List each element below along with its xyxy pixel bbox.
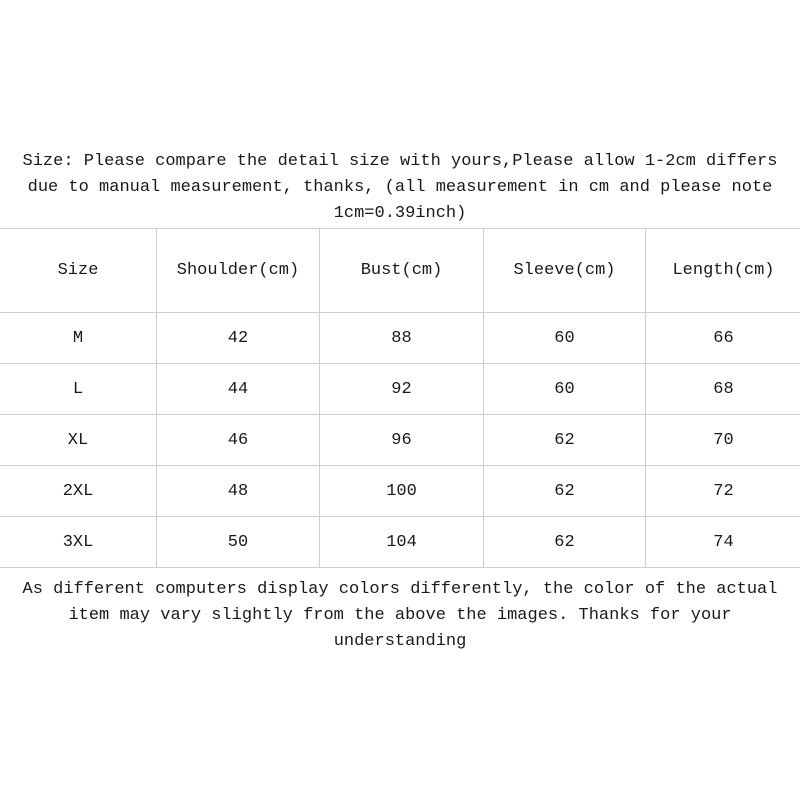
header-cell-size: Size [0,229,157,313]
cell-size: 3XL [0,517,157,568]
cell-sleeve: 60 [484,313,646,364]
cell-length: 66 [646,313,800,364]
cell-sleeve: 62 [484,517,646,568]
table-row-3xl [0,517,800,568]
size-chart-header-row [0,229,800,313]
header-cell-length: Length(cm) [646,229,800,313]
cell-length: 74 [646,517,800,568]
size-chart-table [0,228,800,568]
table-row-m [0,313,800,364]
cell-shoulder: 50 [157,517,320,568]
cell-sleeve: 62 [484,415,646,466]
cell-shoulder: 46 [157,415,320,466]
cell-size: XL [0,415,157,466]
cell-length: 68 [646,364,800,415]
size-disclaimer-line-2: due to manual measurement, thanks, (all measurement in cm and please note [27,178,773,197]
cell-bust: 92 [320,364,484,415]
color-disclaimer-note [0,577,800,655]
header-cell-bust: Bust(cm) [320,229,484,313]
color-disclaimer-line-3: understanding [333,632,467,651]
cell-sleeve: 62 [484,466,646,517]
cell-bust: 100 [320,466,484,517]
cell-shoulder: 48 [157,466,320,517]
cell-size: 2XL [0,466,157,517]
cell-length: 70 [646,415,800,466]
cell-bust: 104 [320,517,484,568]
header-cell-shoulder: Shoulder(cm) [157,229,320,313]
cell-bust: 96 [320,415,484,466]
cell-sleeve: 60 [484,364,646,415]
size-disclaimer-line-1: Size: Please compare the detail size with yours,Please allow 1-2cm differs [22,152,778,171]
table-row-l [0,364,800,415]
header-cell-sleeve: Sleeve(cm) [484,229,646,313]
table-row-xl [0,415,800,466]
cell-size: M [0,313,157,364]
size-disclaimer-note [0,149,800,227]
cell-length: 72 [646,466,800,517]
cell-bust: 88 [320,313,484,364]
cell-shoulder: 42 [157,313,320,364]
color-disclaimer-line-2: item may vary slightly from the above the images. Thanks for your [68,606,732,625]
table-row-2xl [0,466,800,517]
color-disclaimer-line-1: As different computers display colors differently, the color of the actual [22,580,778,599]
cell-size: L [0,364,157,415]
size-disclaimer-line-3: 1cm=0.39inch) [333,204,467,223]
cell-shoulder: 44 [157,364,320,415]
